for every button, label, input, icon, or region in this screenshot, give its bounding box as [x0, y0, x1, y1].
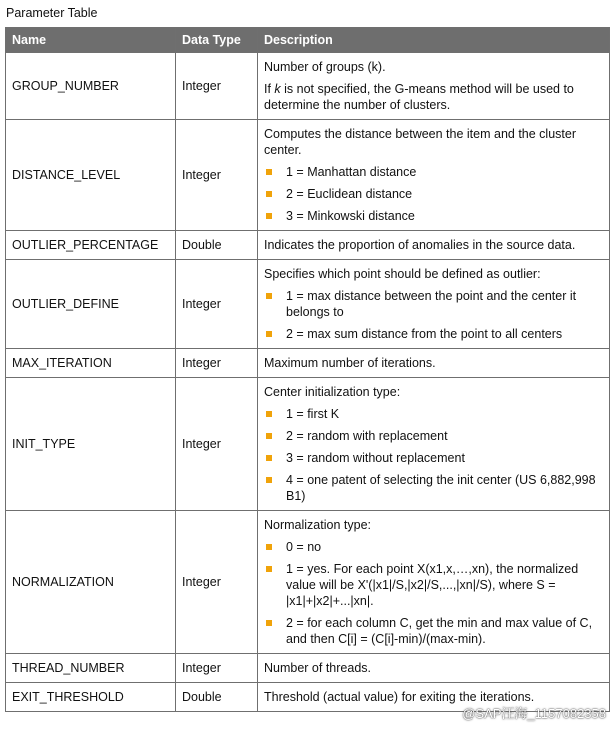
header-description: Description	[258, 28, 610, 53]
bullet-square-icon	[266, 331, 272, 337]
param-name: EXIT_THRESHOLD	[6, 683, 176, 712]
param-description	[258, 120, 610, 231]
bullet-item	[264, 186, 603, 202]
table-row	[6, 654, 610, 683]
description-text: Maximum number of iterations.	[264, 356, 436, 370]
table-caption: Parameter Table	[6, 6, 98, 20]
param-type: Double	[176, 683, 258, 712]
param-description	[258, 349, 610, 378]
header-name: Name	[6, 28, 176, 53]
bullet-item	[264, 164, 603, 180]
description-text: Number of groups (k).	[264, 60, 386, 74]
param-name: OUTLIER_PERCENTAGE	[6, 231, 176, 260]
bullet-list	[264, 164, 603, 224]
param-type: Integer	[176, 511, 258, 654]
description-text: If k is not specified, the G-means method will be used to determine the number of clusters.	[264, 82, 574, 112]
description-text: Specifies which point should be defined as outlier:	[264, 267, 541, 281]
bullet-item	[264, 450, 603, 466]
description-text: Normalization type:	[264, 518, 371, 532]
bullet-item	[264, 428, 603, 444]
param-description	[258, 378, 610, 511]
bullet-text: 4 = one patent of selecting the init center (US 6,882,998 B1)	[286, 473, 596, 503]
bullet-square-icon	[266, 213, 272, 219]
header-row	[6, 28, 610, 53]
bullet-square-icon	[266, 477, 272, 483]
table-row	[6, 260, 610, 349]
bullet-text: 3 = Minkowski distance	[286, 209, 415, 223]
description-text: Center initialization type:	[264, 385, 401, 399]
param-description	[258, 53, 610, 120]
bullet-square-icon	[266, 433, 272, 439]
description-text: Indicates the proportion of anomalies in the source data.	[264, 238, 576, 252]
bullet-square-icon	[266, 293, 272, 299]
param-name: NORMALIZATION	[6, 511, 176, 654]
description-text: Number of threads.	[264, 661, 371, 675]
bullet-text: 3 = random without replacement	[286, 451, 465, 465]
description-text: Threshold (actual value) for exiting the iterations.	[264, 690, 535, 704]
bullet-item	[264, 406, 603, 422]
param-type: Integer	[176, 120, 258, 231]
bullet-square-icon	[266, 455, 272, 461]
bullet-square-icon	[266, 411, 272, 417]
param-type: Integer	[176, 53, 258, 120]
param-name: THREAD_NUMBER	[6, 654, 176, 683]
bullet-text: 1 = Manhattan distance	[286, 165, 417, 179]
table-row	[6, 378, 610, 511]
bullet-square-icon	[266, 620, 272, 626]
watermark: @SAP汪海_1157082358	[462, 706, 606, 721]
param-type: Integer	[176, 654, 258, 683]
bullet-list	[264, 406, 603, 504]
param-name: GROUP_NUMBER	[6, 53, 176, 120]
param-type: Integer	[176, 378, 258, 511]
table-body	[6, 53, 610, 712]
bullet-text: 2 = Euclidean distance	[286, 187, 413, 201]
bullet-text: 1 = max distance between the point and the center it belongs to	[286, 289, 577, 319]
description-text: Computes the distance between the item and the cluster center.	[264, 127, 576, 157]
bullet-square-icon	[266, 169, 272, 175]
bullet-list	[264, 288, 603, 342]
bullet-square-icon	[266, 544, 272, 550]
param-name: MAX_ITERATION	[6, 349, 176, 378]
param-name: INIT_TYPE	[6, 378, 176, 511]
param-description	[258, 511, 610, 654]
table-row	[6, 53, 610, 120]
bullet-text: 2 = random with replacement	[286, 429, 448, 443]
bullet-text: 2 = max sum distance from the point to all centers	[286, 327, 563, 341]
bullet-item	[264, 288, 603, 320]
bullet-text: 1 = yes. For each point X(x1,x,…,xn), the normalized value will be X'(|x1|/S,|x2|/S,...,|xn|/S), where S = |x1|+|x2|+...|xn|.	[286, 562, 579, 608]
bullet-item	[264, 208, 603, 224]
table-row	[6, 511, 610, 654]
bullet-text: 0 = no	[286, 540, 322, 554]
param-name: OUTLIER_DEFINE	[6, 260, 176, 349]
param-type: Integer	[176, 260, 258, 349]
bullet-item	[264, 472, 603, 504]
bullet-item	[264, 615, 603, 647]
bullet-list	[264, 539, 603, 647]
param-name: DISTANCE_LEVEL	[6, 120, 176, 231]
bullet-text: 1 = first K	[286, 407, 340, 421]
bullet-item	[264, 326, 603, 342]
table-row	[6, 120, 610, 231]
param-type: Integer	[176, 349, 258, 378]
bullet-text: 2 = for each column C, get the min and max value of C, and then C[i] = (C[i]-min)/(max-min).	[286, 616, 593, 646]
parameter-table	[5, 27, 610, 712]
header-data-type: Data Type	[176, 28, 258, 53]
bullet-item	[264, 561, 603, 609]
bullet-item	[264, 539, 603, 555]
bullet-square-icon	[266, 566, 272, 572]
table-row	[6, 349, 610, 378]
param-description	[258, 260, 610, 349]
param-description	[258, 654, 610, 683]
table-row	[6, 231, 610, 260]
param-type: Double	[176, 231, 258, 260]
param-description	[258, 231, 610, 260]
bullet-square-icon	[266, 191, 272, 197]
